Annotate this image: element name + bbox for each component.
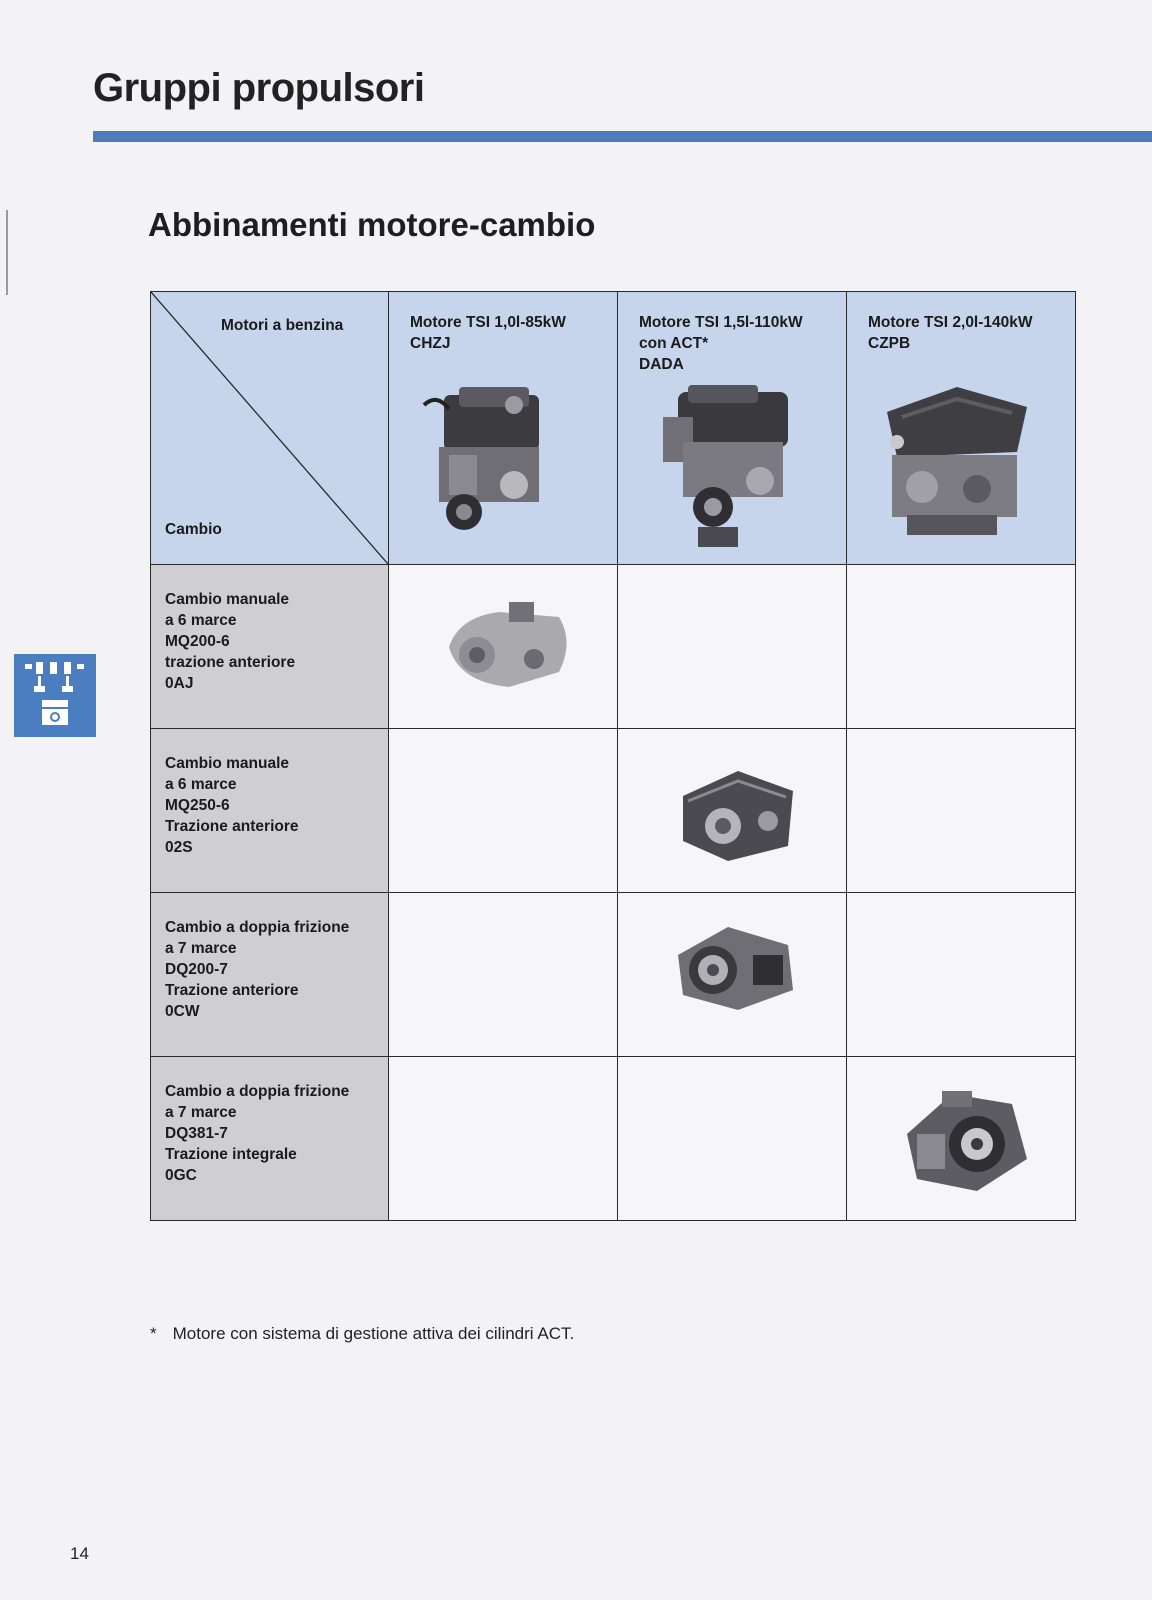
corner-cell bbox=[151, 292, 389, 565]
combo-cell bbox=[389, 565, 618, 729]
page-number: 14 bbox=[70, 1544, 89, 1563]
combo-cell bbox=[618, 565, 847, 729]
gearbox-row-mq250 bbox=[151, 729, 1076, 893]
combo-cell bbox=[618, 1057, 847, 1221]
gearbox-row-dq200 bbox=[151, 893, 1076, 1057]
gearbox-header-cell bbox=[151, 565, 389, 729]
combo-cell bbox=[618, 893, 847, 1057]
engine-header-czpb bbox=[847, 292, 1076, 565]
combo-cell bbox=[389, 729, 618, 893]
gearbox-header-cell bbox=[151, 1057, 389, 1221]
combo-cell bbox=[389, 893, 618, 1057]
gearbox-dq381-image bbox=[897, 1079, 1037, 1199]
gearbox-row-mq200 bbox=[151, 565, 1076, 729]
engine-label: Motore TSI 1,5l-110kW con ACT* DADA bbox=[639, 314, 803, 373]
gearbox-row-dq381 bbox=[151, 1057, 1076, 1221]
gearbox-label: Cambio a doppia frizione a 7 marce DQ381-7 Trazione integrale 0GC bbox=[165, 1083, 350, 1184]
corner-label-gearbox: Cambio bbox=[165, 521, 222, 538]
gearbox-dq200-image bbox=[668, 915, 808, 1015]
engine-chzj-image bbox=[419, 377, 559, 547]
title-rule bbox=[93, 131, 1152, 142]
combo-cell bbox=[847, 565, 1076, 729]
gearbox-mq200-image bbox=[439, 587, 579, 702]
engine-piston-icon bbox=[14, 654, 96, 737]
combo-cell bbox=[847, 893, 1076, 1057]
powertrain-section-tab[interactable] bbox=[14, 654, 96, 737]
gearbox-header-cell bbox=[151, 729, 389, 893]
engine-header-row bbox=[151, 292, 1076, 565]
gearbox-label: Cambio manuale a 6 marce MQ200-6 trazione anteriore 0AJ bbox=[165, 591, 296, 692]
gearbox-label: Cambio a doppia frizione a 7 marce DQ200-7 Trazione anteriore 0CW bbox=[165, 919, 350, 1020]
footnote-marker: * bbox=[150, 1324, 157, 1343]
combo-cell bbox=[389, 1057, 618, 1221]
gearbox-header-cell bbox=[151, 893, 389, 1057]
footnote-text: Motore con sistema di gestione attiva dei cilindri ACT. bbox=[172, 1324, 575, 1343]
combo-cell bbox=[618, 729, 847, 893]
section-title: Abbinamenti motore-cambio bbox=[148, 206, 596, 243]
engine-label: Motore TSI 1,0l-85kW CHZJ bbox=[410, 314, 566, 352]
engine-gearbox-table bbox=[150, 291, 1076, 1221]
combo-cell bbox=[847, 1057, 1076, 1221]
page-title: Gruppi propulsori bbox=[93, 66, 425, 110]
margin-line bbox=[6, 210, 8, 295]
engine-header-chzj bbox=[389, 292, 618, 565]
engine-czpb-image bbox=[877, 377, 1037, 542]
engine-header-dada bbox=[618, 292, 847, 565]
corner-label-engines: Motori a benzina bbox=[221, 317, 344, 334]
footnote bbox=[150, 1324, 574, 1344]
engine-dada-image bbox=[648, 377, 808, 552]
gearbox-mq250-image bbox=[668, 751, 808, 871]
engine-label: Motore TSI 2,0l-140kW CZPB bbox=[868, 314, 1033, 352]
combo-cell bbox=[847, 729, 1076, 893]
gearbox-label: Cambio manuale a 6 marce MQ250-6 Trazione anteriore 02S bbox=[165, 755, 299, 856]
